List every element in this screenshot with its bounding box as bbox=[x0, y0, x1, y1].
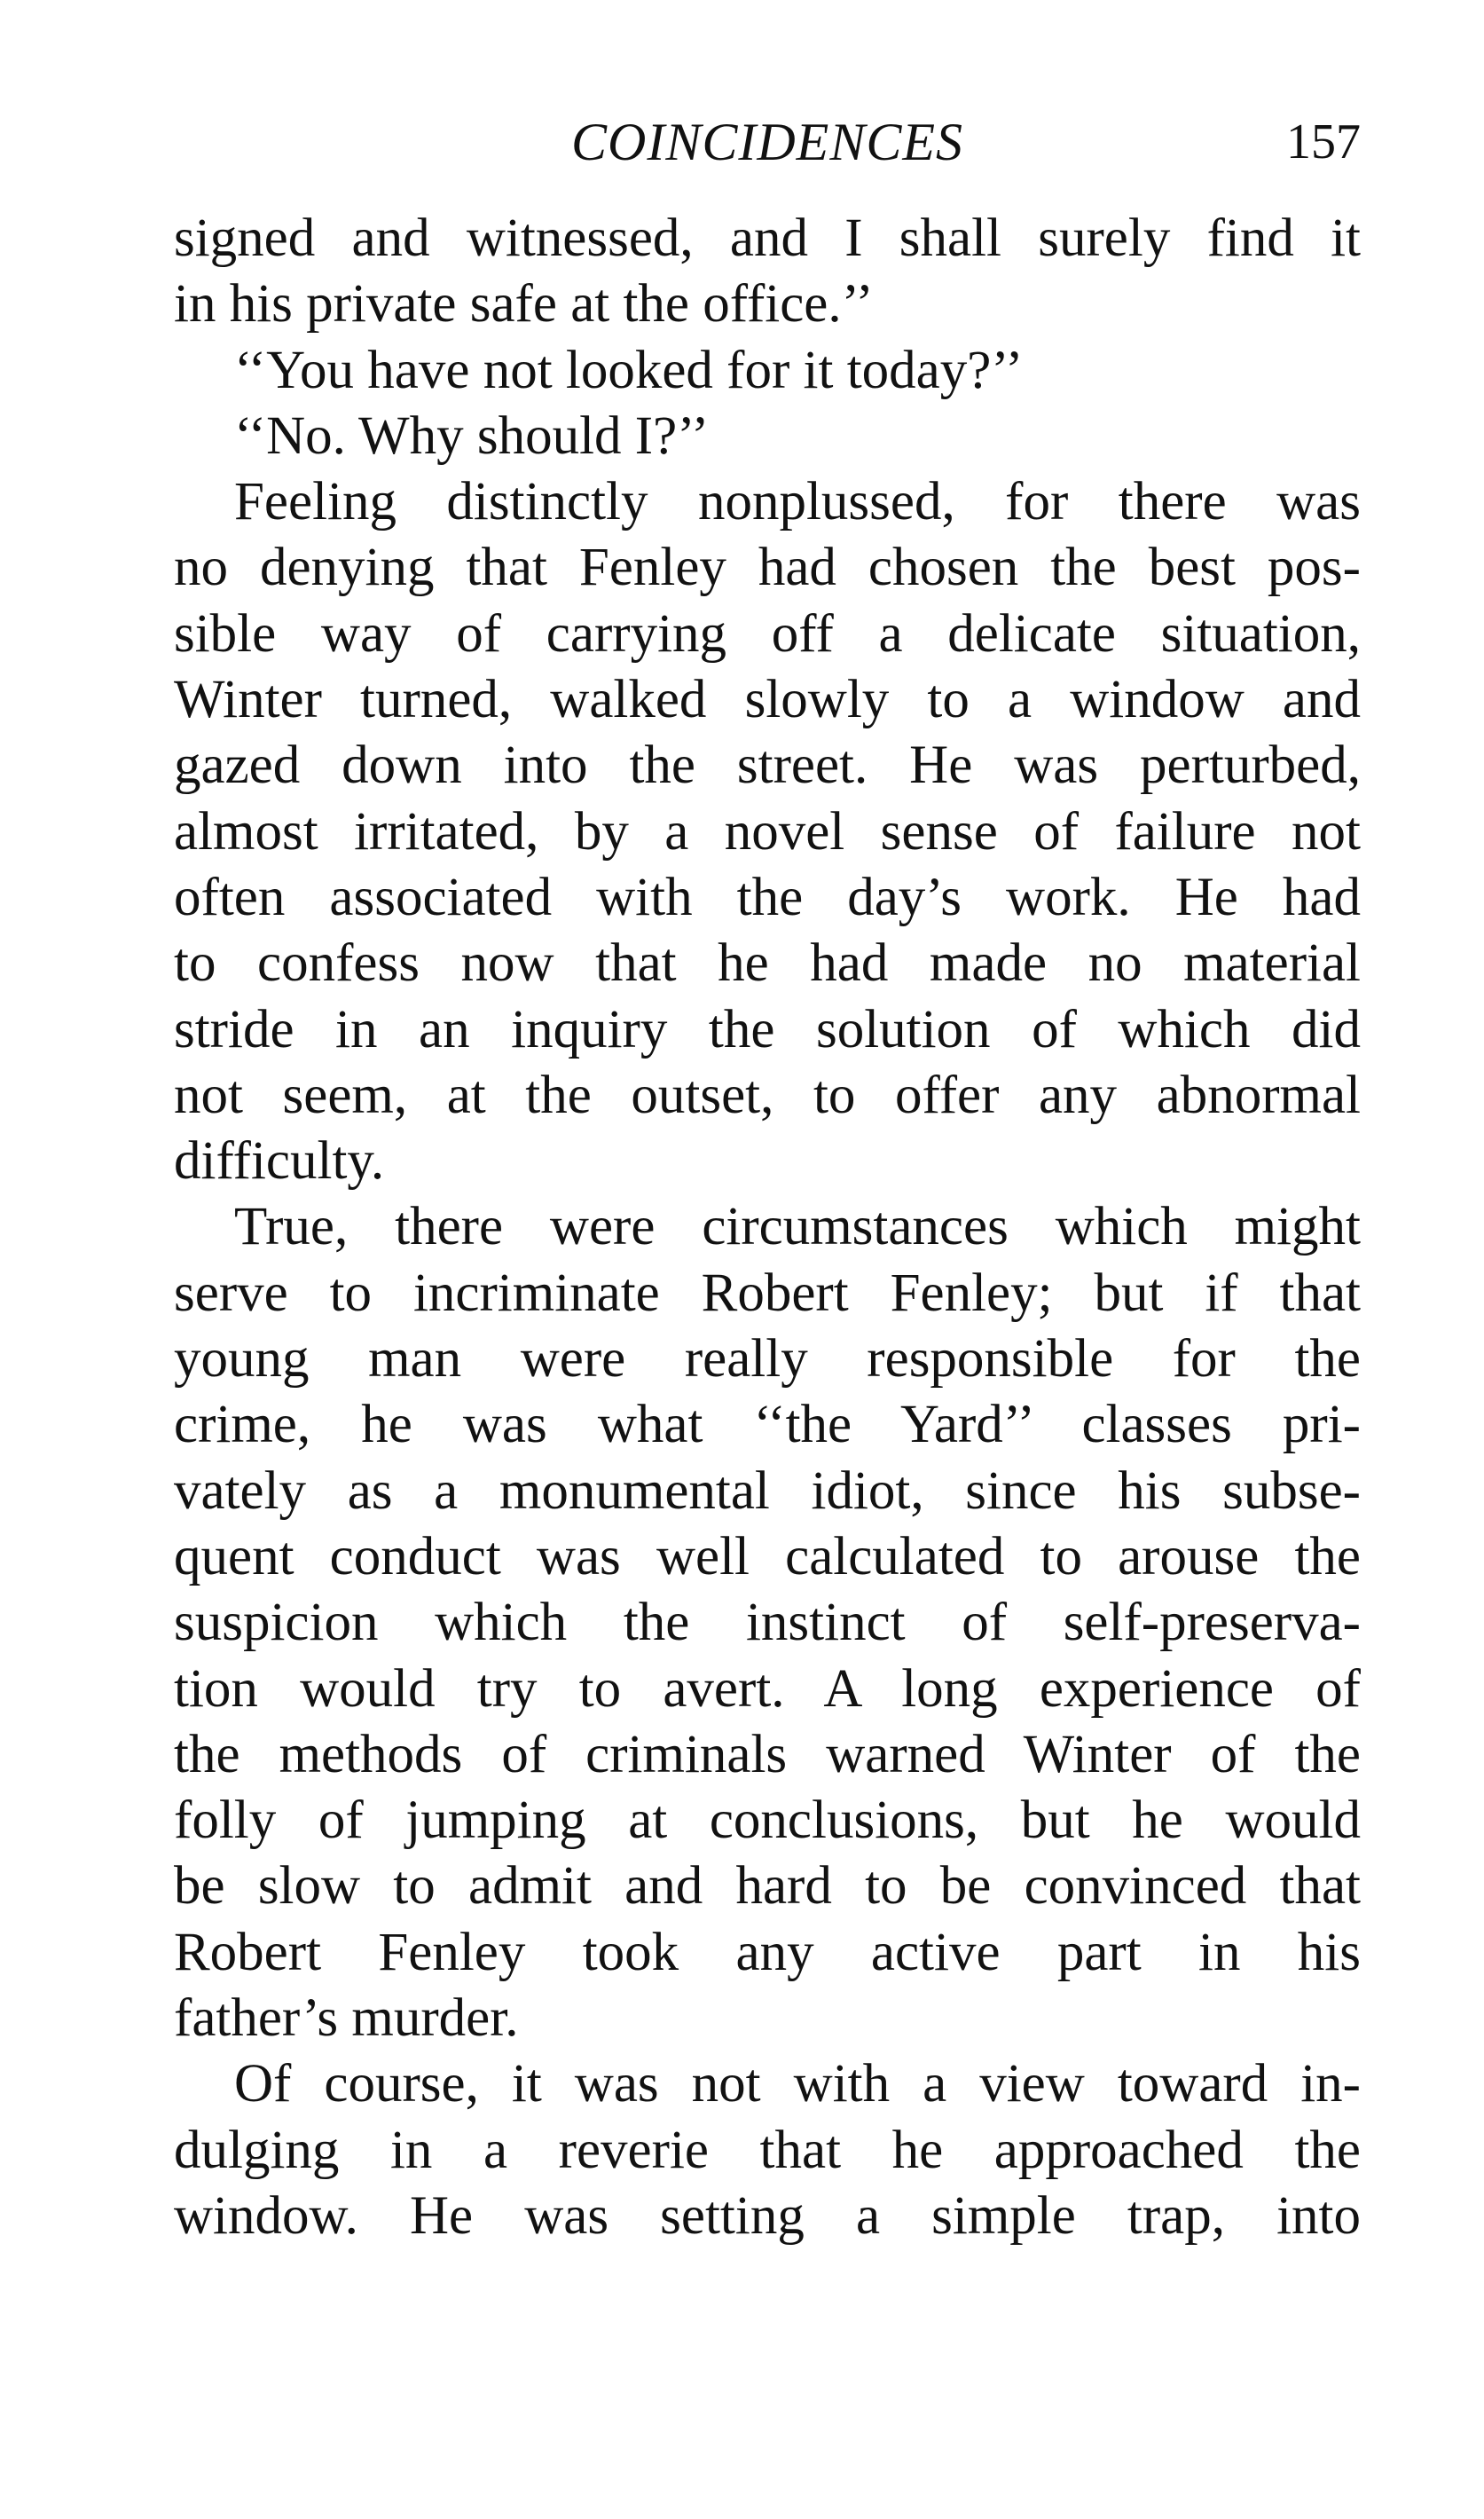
text-line: not seem, at the outset, to offer any abnormal bbox=[174, 1065, 1361, 1125]
text-line: difficulty. bbox=[174, 1131, 385, 1192]
text-line: ‘‘No. Why should I?’’ bbox=[234, 405, 710, 466]
text-line: serve to incriminate Robert Fenley; but if that bbox=[174, 1263, 1361, 1323]
page-number: 157 bbox=[1286, 114, 1361, 169]
text-line: signed and witnessed, and I shall surely find it bbox=[174, 209, 1361, 268]
text-line: be slow to admit and hard to be convinced that bbox=[174, 1856, 1361, 1917]
text-line: Winter turned, walked slowly to a window and bbox=[174, 670, 1361, 730]
text-line: to confess now that he had made no material bbox=[174, 933, 1361, 994]
text-line: True, there were circumstances which might bbox=[234, 1197, 1361, 1257]
text-line: dulging in a reverie that he approached the bbox=[174, 2120, 1361, 2180]
text-line: suspicion which the instinct of self-preserva- bbox=[174, 1593, 1361, 1653]
text-line: father’s murder. bbox=[174, 1988, 519, 2049]
text-line: the methods of criminals warned Winter of the bbox=[174, 1724, 1361, 1784]
text-line: quent conduct was well calculated to arouse the bbox=[174, 1526, 1361, 1586]
text-line: vately as a monumental idiot, since his subse- bbox=[174, 1460, 1361, 1521]
text-line: Robert Fenley took any active part in his bbox=[174, 1922, 1361, 1982]
text-line: sible way of carrying off a delicate situation, bbox=[174, 603, 1361, 664]
running-title: COINCIDENCES bbox=[570, 113, 964, 171]
text-line: tion would try to avert. A long experience of bbox=[174, 1658, 1361, 1719]
text-line: no denying that Fenley had chosen the best pos- bbox=[174, 538, 1361, 598]
body-text bbox=[174, 206, 1361, 2249]
text-line: often associated with the day’s work. He had bbox=[174, 867, 1361, 927]
text-line: almost irritated, by a novel sense of failure not bbox=[174, 801, 1361, 862]
text-line: ‘‘You have not looked for it today?’’ bbox=[234, 340, 1024, 400]
text-line: gazed down into the street. He was perturbed, bbox=[174, 736, 1361, 796]
text-line: crime, he was what ‘‘the Yard’’ classes pri- bbox=[174, 1395, 1361, 1455]
running-head bbox=[174, 102, 1361, 182]
text-line: folly of jumping at conclusions, but he would bbox=[174, 1791, 1361, 1851]
text-line: Of course, it was not with a view toward in- bbox=[234, 2054, 1361, 2114]
text-line: Feeling distinctly nonplussed, for there was bbox=[234, 472, 1361, 532]
text-line: young man were really responsible for the bbox=[174, 1329, 1361, 1389]
text-line: stride in an inquiry the solution of which did bbox=[174, 999, 1361, 1059]
text-line: window. He was setting a simple trap, into bbox=[174, 2185, 1361, 2246]
text-line: in his private safe at the office.’’ bbox=[174, 274, 874, 335]
